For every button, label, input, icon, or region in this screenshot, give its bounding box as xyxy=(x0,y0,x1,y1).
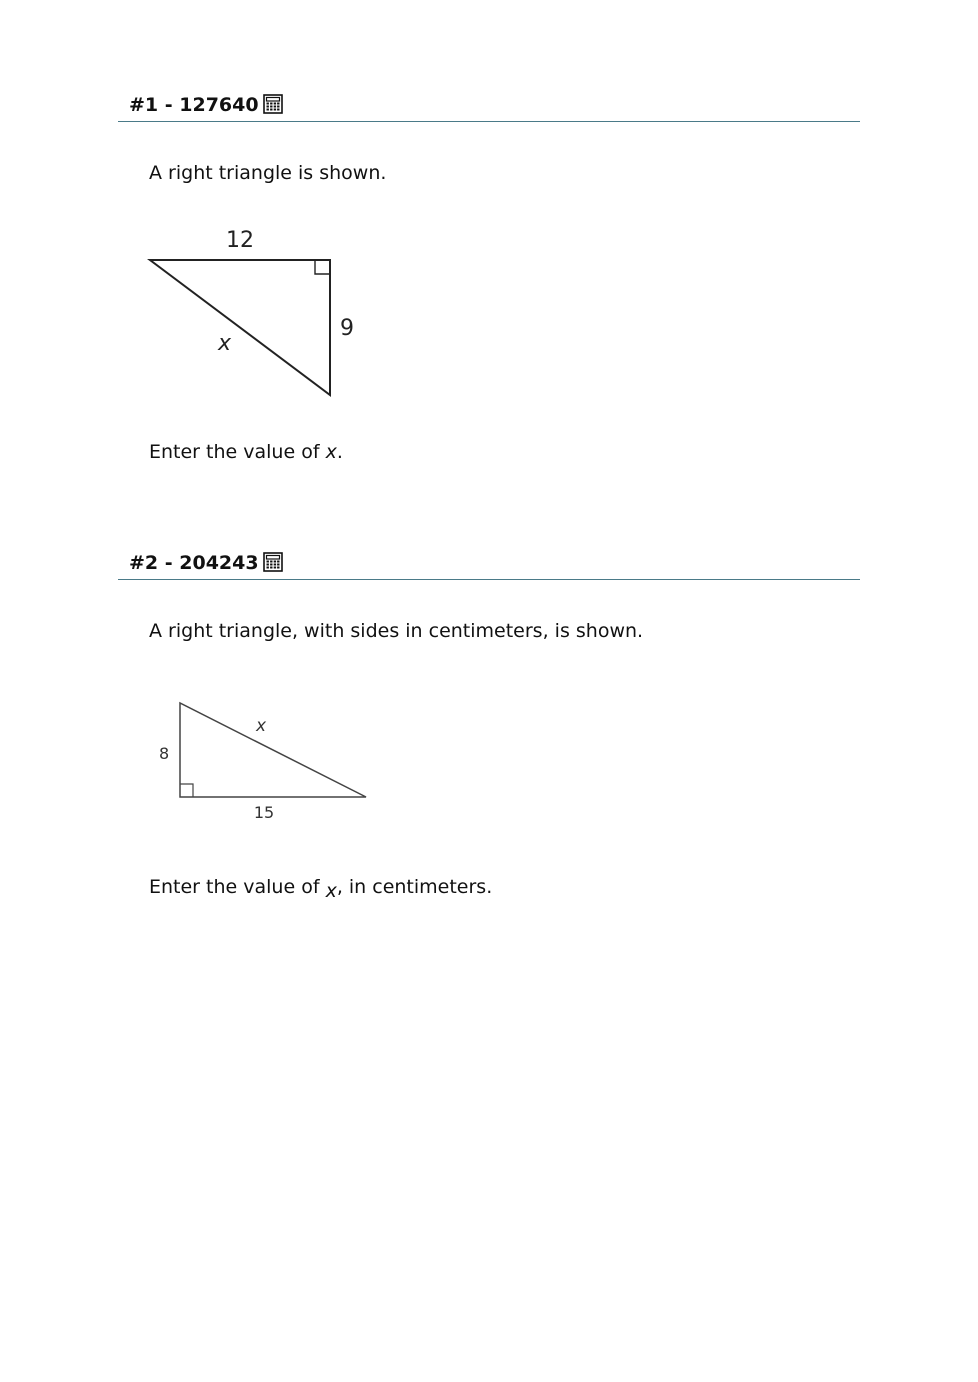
triangle-2-outline xyxy=(180,703,366,797)
question-1-intro: A right triangle is shown. xyxy=(149,162,387,184)
question-2-prompt-end: , in centimeters. xyxy=(336,876,493,898)
question-2-intro: A right triangle, with sides in centimeters, is shown. xyxy=(149,620,644,642)
question-2-number: #2 - 204243 xyxy=(129,552,259,574)
question-2-prompt xyxy=(149,875,493,902)
question-2-prompt-variable: x xyxy=(325,880,337,902)
question-1-triangle-figure xyxy=(140,220,370,410)
question-2-title xyxy=(129,551,283,578)
question-1-number: #1 - 127640 xyxy=(129,94,259,116)
calculator-icon[interactable] xyxy=(263,94,283,120)
question-1-prompt-variable: x xyxy=(325,441,337,463)
question-1-prompt xyxy=(149,440,343,464)
question-1-prompt-text: Enter the value of xyxy=(149,441,326,463)
question-1-prompt-end: . xyxy=(336,441,343,463)
triangle-1-hypotenuse-label: x xyxy=(218,331,232,356)
triangle-1-right-label: 9 xyxy=(340,316,354,341)
triangle-2-hypotenuse-label: x xyxy=(256,716,267,736)
calculator-icon[interactable] xyxy=(263,552,283,578)
triangle-2-bottom-label: 15 xyxy=(253,803,275,822)
right-angle-marker xyxy=(180,784,193,797)
right-angle-marker xyxy=(315,260,330,274)
triangle-1-outline xyxy=(150,260,330,395)
triangle-2-left-label: 8 xyxy=(159,744,170,763)
question-2-header xyxy=(118,551,860,580)
question-2-prompt-text: Enter the value of xyxy=(149,876,326,898)
question-1-title xyxy=(129,93,283,120)
question-2-triangle-figure xyxy=(150,690,390,830)
triangle-1-top-label: 12 xyxy=(226,228,254,253)
question-1-header xyxy=(118,93,860,122)
